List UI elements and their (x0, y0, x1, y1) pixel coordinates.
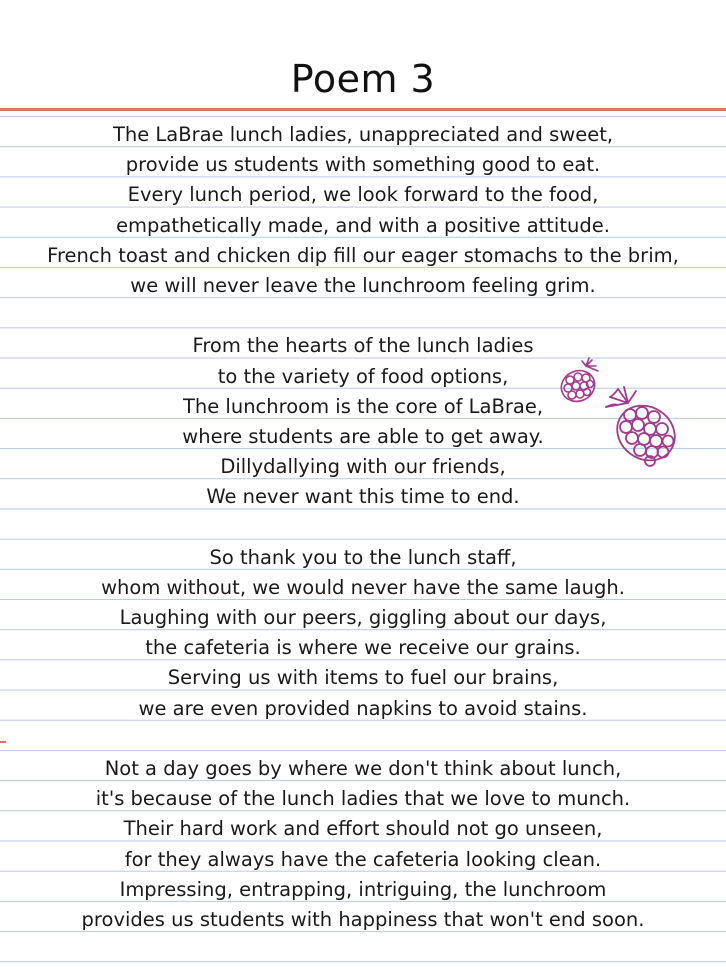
poem-line: Dillydallying with our friends, (220, 455, 506, 479)
poem-line: The lunchroom is the core of LaBrae, (182, 394, 544, 418)
stanza-1 (0, 120, 726, 301)
poem-line: we are even provided napkins to avoid stains. (138, 696, 588, 720)
poem-line: The LaBrae lunch ladies, unappreciated and sweet, (112, 123, 614, 146)
poem-line: provide us students with something good to eat. (125, 153, 601, 177)
poem-line: Their hard work and effort should not go unseen, (123, 817, 603, 841)
poem-line: it's because of the lunch ladies that we love to munch. (95, 787, 631, 811)
poem-line: where students are able to get away. (182, 424, 544, 448)
raspberry-large-icon (600, 383, 690, 473)
stanza-gap (0, 512, 726, 542)
poem-line: So thank you to the lunch staff, (209, 545, 517, 569)
poem-line: From the hearts of the lunch ladies (192, 334, 534, 358)
top-margin-line (0, 108, 726, 111)
poem-title: Poem 3 (290, 57, 436, 101)
poem-line: the cafeteria is where we receive our grains. (145, 636, 581, 660)
stanza-gap (0, 724, 726, 754)
poem-line: empathetically made, and with a positive attitude. (116, 213, 610, 237)
poem-line: we will never leave the lunchroom feeling grim. (130, 273, 596, 297)
poem-line: for they always have the cafeteria looking clean. (124, 847, 602, 871)
poem-line: Every lunch period, we look forward to the food, (127, 183, 599, 207)
poem-line: whom without, we would never have the same laugh. (101, 575, 625, 599)
poem-line: provides us students with happiness that won't end soon. (81, 907, 645, 931)
stanza-4 (0, 754, 726, 935)
poem-line: Serving us with items to fuel our brains, (167, 666, 559, 690)
poem-line: Impressing, entrapping, intriguing, the lunchroom (119, 877, 607, 901)
poem-line: French toast and chicken dip fill our eager stomachs to the brim, (47, 243, 679, 267)
stanza-gap (0, 301, 726, 331)
poem-body (0, 120, 726, 935)
stanza-3 (0, 543, 726, 724)
poem-line: Not a day goes by where we don't think about lunch, (104, 756, 622, 780)
poem-line: Laughing with our peers, giggling about our days, (119, 606, 607, 629)
poem-line: We never want this time to end. (206, 485, 520, 509)
poem-line: to the variety of food options, (217, 364, 509, 388)
